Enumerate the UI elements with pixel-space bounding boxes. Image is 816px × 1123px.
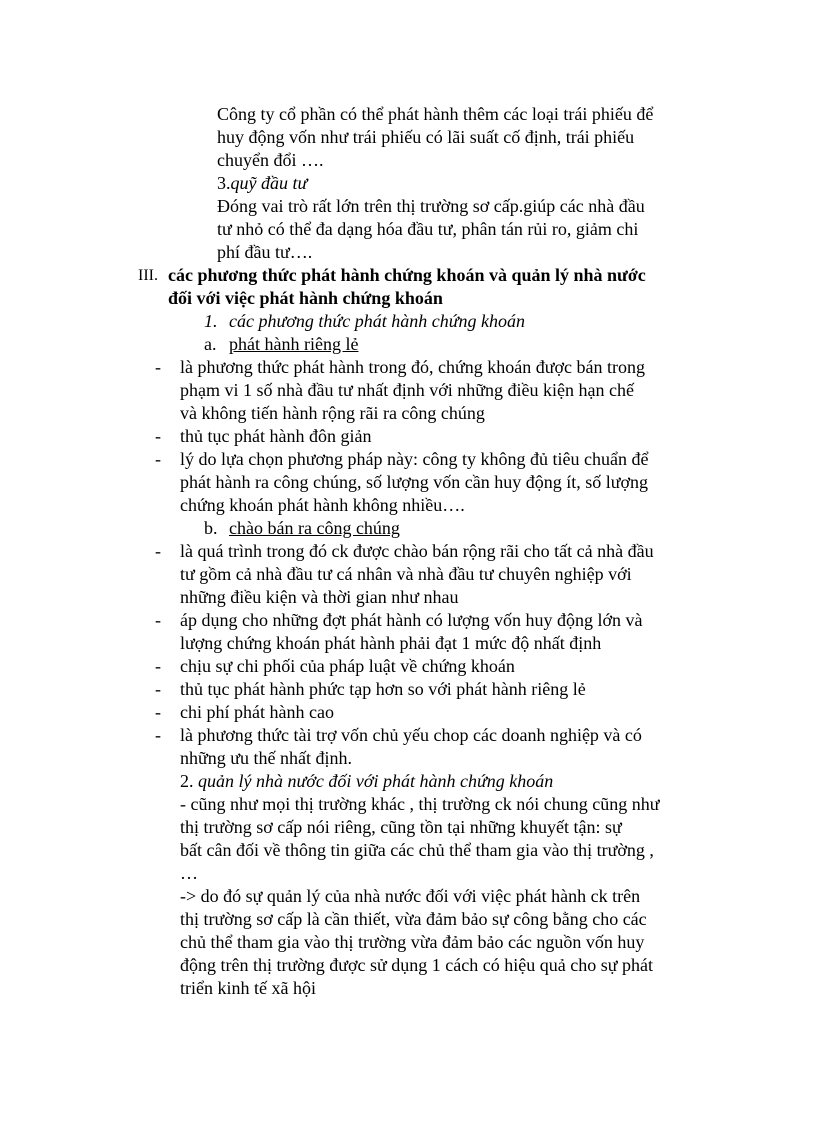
item3-line: Đóng vai trò rất lớn trên thị trường sơ cấp.giúp các nhà đầu — [217, 196, 645, 216]
bullet-line: tư gồm cả nhà đầu tư cá nhân và nhà đầu tư chuyên nghiệp với — [180, 564, 632, 584]
item3-line: phí đầu tư…. — [217, 242, 313, 262]
section-numeral: III. — [138, 267, 158, 284]
sub1-title: các phương thức phát hành chứng khoán — [229, 311, 526, 331]
para2-line: chủ thể tham gia vào thị trường vừa đảm bảo các nguồn vốn huy — [180, 932, 645, 952]
bullet-line: thủ tục phát hành đôn giản — [180, 426, 372, 446]
para2-line: -> do đó sự quản lý của nhà nước đối với việc phát hành ck trên — [180, 886, 641, 906]
intro-line: huy động vốn như trái phiếu có lãi suất cố định, trái phiếu — [217, 127, 635, 147]
bullet-line: là phương thức tài trợ vốn chủ yếu chop các doanh nghiệp và có — [180, 725, 642, 745]
section-heading-line: đối với việc phát hành chứng khoán — [168, 288, 443, 308]
bullet-dash: - — [155, 656, 161, 676]
bullet-line: những ưu thế nhất định. — [180, 748, 352, 768]
sub2-title: quản lý nhà nước đối với phát hành chứng khoán — [198, 771, 554, 791]
bullet-line: lý do lựa chọn phương pháp này: công ty không đủ tiêu chuẩn để — [180, 449, 649, 469]
bullet-dash: - — [155, 426, 161, 446]
bullet-line: chứng khoán phát hành không nhiều…. — [180, 495, 465, 515]
bullet-dash: - — [155, 449, 161, 469]
item3-heading — [217, 172, 307, 195]
bullet-line: phát hành ra công chúng, số lượng vốn cần huy động ít, số lượng — [180, 472, 648, 492]
section-heading-line: các phương thức phát hành chứng khoán và quản lý nhà nước — [168, 265, 646, 285]
para2-line: động trên thị trường được sử dụng 1 cách có hiệu quả cho sự phát — [180, 955, 653, 975]
para2-line: triển kinh tế xã hội — [180, 978, 316, 998]
bullet-line: những điều kiện và thời gian như nhau — [180, 587, 459, 607]
item3-title: quỹ đầu tư — [230, 173, 308, 193]
b-title: chào bán ra công chúng — [229, 518, 400, 538]
bullet-line: áp dụng cho những đợt phát hành có lượng vốn huy động lớn và — [180, 610, 643, 630]
b-letter: b. — [204, 518, 218, 538]
a-title: phát hành riêng lẻ — [229, 334, 359, 354]
bullet-line: lượng chứng khoán phát hành phải đạt 1 mức độ nhất định — [180, 633, 602, 653]
bullet-dash: - — [155, 610, 161, 630]
sub2-number: 2. — [180, 771, 194, 791]
sub1-number: 1. — [204, 311, 218, 331]
bullet-line: chịu sự chi phối của pháp luật về chứng khoán — [180, 656, 515, 676]
bullet-line: phạm vi 1 số nhà đầu tư nhất định với những điều kiện hạn chế — [180, 380, 634, 400]
a-letter: a. — [204, 334, 217, 354]
bullet-line: chi phí phát hành cao — [180, 702, 334, 722]
sub2-heading — [180, 770, 553, 793]
intro-line: Công ty cổ phần có thể phát hành thêm các loại trái phiếu để — [217, 104, 654, 124]
bullet-line: là phương thức phát hành trong đó, chứng khoán được bán trong — [180, 357, 645, 377]
bullet-dash: - — [155, 679, 161, 699]
item3-line: tư nhỏ có thể đa dạng hóa đầu tư, phân tán rủi ro, giảm chi — [217, 219, 639, 239]
intro-line: chuyển đổi …. — [217, 150, 324, 170]
bullet-line: thủ tục phát hành phức tạp hơn so với phát hành riêng lẻ — [180, 679, 586, 699]
bullet-dash: - — [155, 357, 161, 377]
bullet-dash: - — [155, 725, 161, 745]
para1-line: bất cân đối về thông tin giữa các chủ thể tham gia vào thị trường , — [180, 840, 654, 860]
bullet-line: và không tiến hành rộng rãi ra công chúng — [180, 403, 485, 423]
bullet-dash: - — [155, 702, 161, 722]
bullet-line: là quá trình trong đó ck được chào bán rộng rãi cho tất cả nhà đầu — [180, 541, 654, 561]
para1-line: thị trường sơ cấp nói riêng, cũng tồn tại những khuyết tận: sự — [180, 817, 622, 837]
item3-number: 3. — [217, 173, 231, 193]
bullet-dash: - — [155, 541, 161, 561]
para2-line: thị trường sơ cấp là cần thiết, vừa đảm bảo sự công bằng cho các — [180, 909, 647, 929]
para1-line: … — [180, 863, 198, 883]
para1-line: - cũng như mọi thị trường khác , thị trường ck nói chung cũng như — [180, 794, 660, 814]
